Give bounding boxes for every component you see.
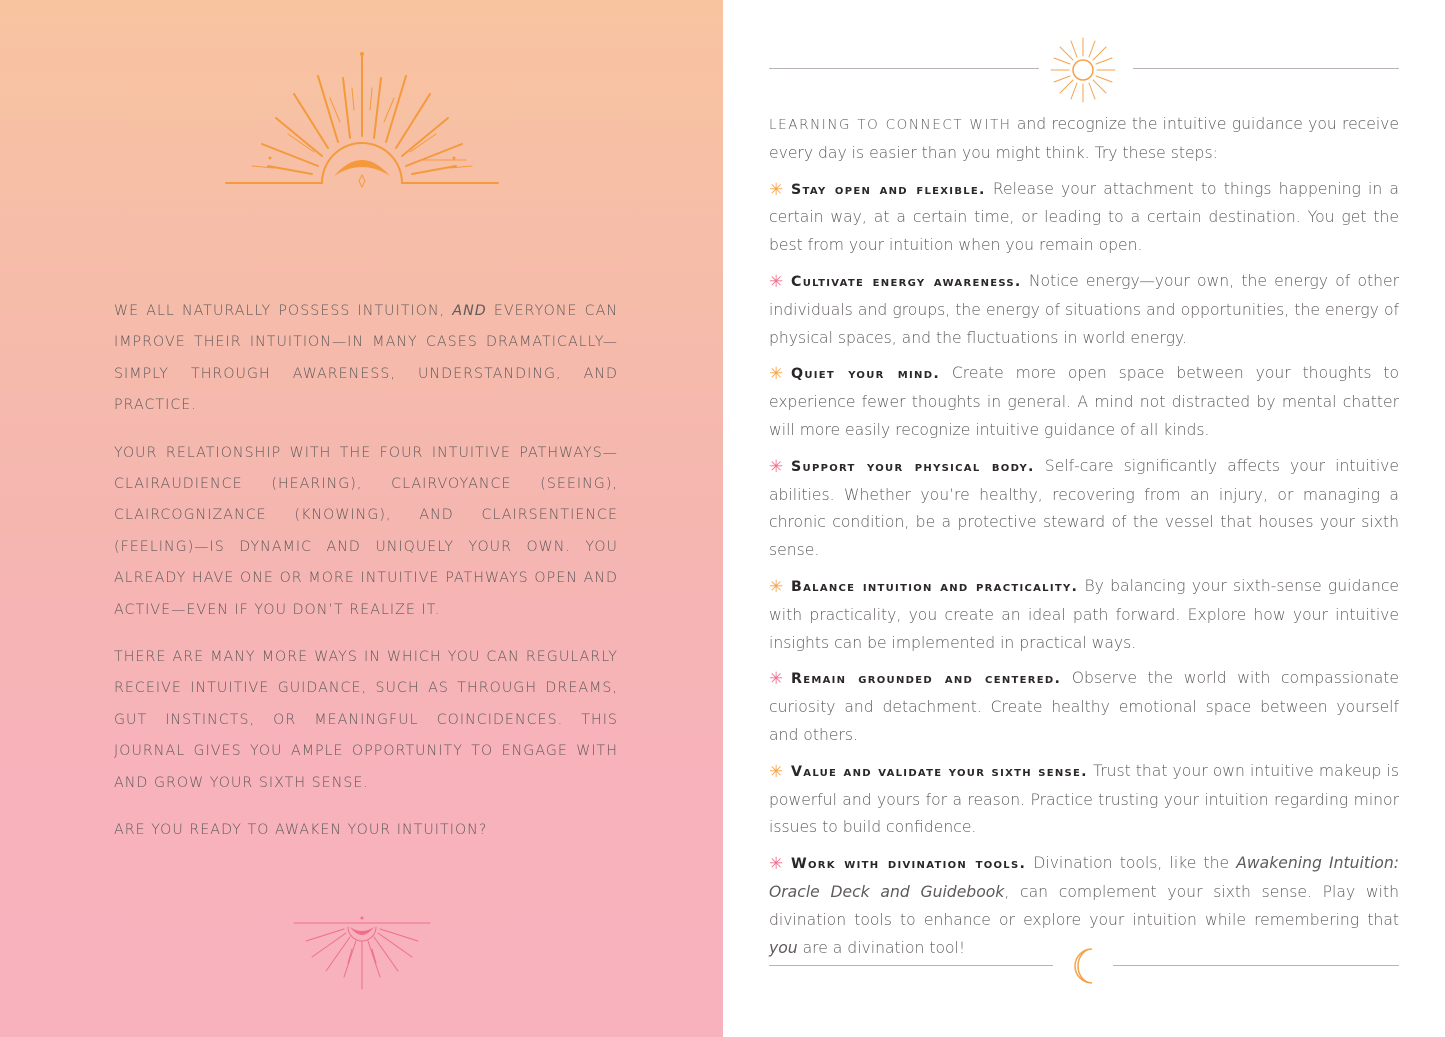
sparkle-star-icon: ✳: [769, 364, 784, 385]
closing-question: ARE YOU READY TO AWAKEN YOUR INTUITION?: [114, 822, 488, 839]
sparkle-star-icon: ✳: [769, 271, 784, 292]
step-item: ✳ Work with divination tools. Divination tools, like the Awakening Intuition: Oracle Deck and Guidebook, can complement your sixth sense. Play with divination tools to enhance or explore your intuition while remembering that you are a divination tool!: [769, 850, 1399, 962]
step-item: ✳ Support your physical body. Self-care significantly affects your intuitive abilities. Whether you’re healthy, recovering from an injury, or managing a chronic condition, be a protective steward of the vessel that houses your sixth sense.: [769, 453, 1399, 565]
divider: [769, 68, 1039, 69]
step-item: ✳ Cultivate energy awareness. Notice energy—your own, the energy of other individuals and groups, the energy of situations and opportunities, the energy of physical spaces, and the fluctuations in world energy.: [769, 268, 1399, 352]
divider: [769, 965, 1053, 966]
sunrise-icon: [292, 915, 432, 995]
step-item: ✳ Quiet your mind. Create more open space between your thoughts to experience fewer thoughts in general. A mind not distracted by mental chatter will more easily recognize intuitive guidance of all kinds.: [769, 360, 1399, 444]
step-item: ✳ Balance intuition and practicality. By balancing your sixth-sense guidance with practicality, you create an ideal path forward. Explore how your intuitive insights can be implemented in practical ways.: [769, 573, 1399, 657]
sparkle-star-icon: ✳: [769, 456, 784, 477]
sparkle-star-icon: ✳: [769, 854, 784, 875]
sparkle-star-icon: ✳: [769, 761, 784, 782]
guidance-paragraph: THERE ARE MANY MORE WAYS IN WHICH YOU CAN REGULARLY RECEIVE INTUITIVE GUIDANCE, SUCH AS THROUGH DREAMS, GUT INSTINCTS, OR MEANINGFUL COINCIDENCES. THIS JOURNAL GIVES YOU AMPLE OPPORTUNITY TO ENGAGE WITH AND GROW YOUR SIXTH SENSE.: [114, 649, 618, 791]
divider: [1113, 965, 1399, 966]
intro-text-block: [114, 296, 618, 863]
step-item: ✳ Remain grounded and centered. Observe the world with compassionate curiosity and detachment. Create healthy emotional space between yourself and others.: [769, 665, 1399, 749]
steps-text-block: [769, 111, 1399, 970]
step-item: ✳ Value and validate your sixth sense. Trust that your own intuitive makeup is powerful and yours for a reason. Practice trusting your intuition regarding minor issues to build confidence.: [769, 758, 1399, 842]
intro-paragraph: WE ALL NATURALLY POSSESS INTUITION, AND EVERYONE CAN IMPROVE THEIR INTUITION—IN MANY CASES DRAMATICALLY—SIMPLY THROUGH AWARENESS, UNDERSTANDING, AND PRACTICE.: [114, 303, 618, 414]
divider: [1133, 68, 1399, 69]
steps-intro: LEARNING TO CONNECT WITH and recognize the intuitive guidance you receive every day is easier than you might think. Try these steps:: [769, 115, 1399, 162]
sun-icon: [1049, 36, 1117, 104]
pathways-paragraph: YOUR RELATIONSHIP WITH THE FOUR INTUITIVE PATHWAYS—CLAIRAUDIENCE (HEARING), CLAIRVOYANCE (SEEING), CLAIRCOGNIZANCE (KNOWING), AND CLAIRSENTIENCE (FEELING)—IS DYNAMIC AND UNIQUELY YOUR OWN. YOU ALREADY HAVE ONE OR MORE INTUITIVE PATHWAYS OPEN AND ACTIVE—EVEN IF YOU DON’T REALIZE IT.: [114, 444, 618, 618]
sunrise-icon: [222, 48, 502, 193]
sparkle-star-icon: ✳: [769, 576, 784, 597]
moon-icon: [1070, 946, 1102, 986]
sparkle-star-icon: ✳: [769, 669, 784, 690]
step-item: ✳ Stay open and flexible. Release your attachment to things happening in a certain way, at a certain time, or leading to a certain destination. You get the best from your intuition when you remain open.: [769, 176, 1399, 260]
sparkle-star-icon: ✳: [769, 179, 784, 200]
